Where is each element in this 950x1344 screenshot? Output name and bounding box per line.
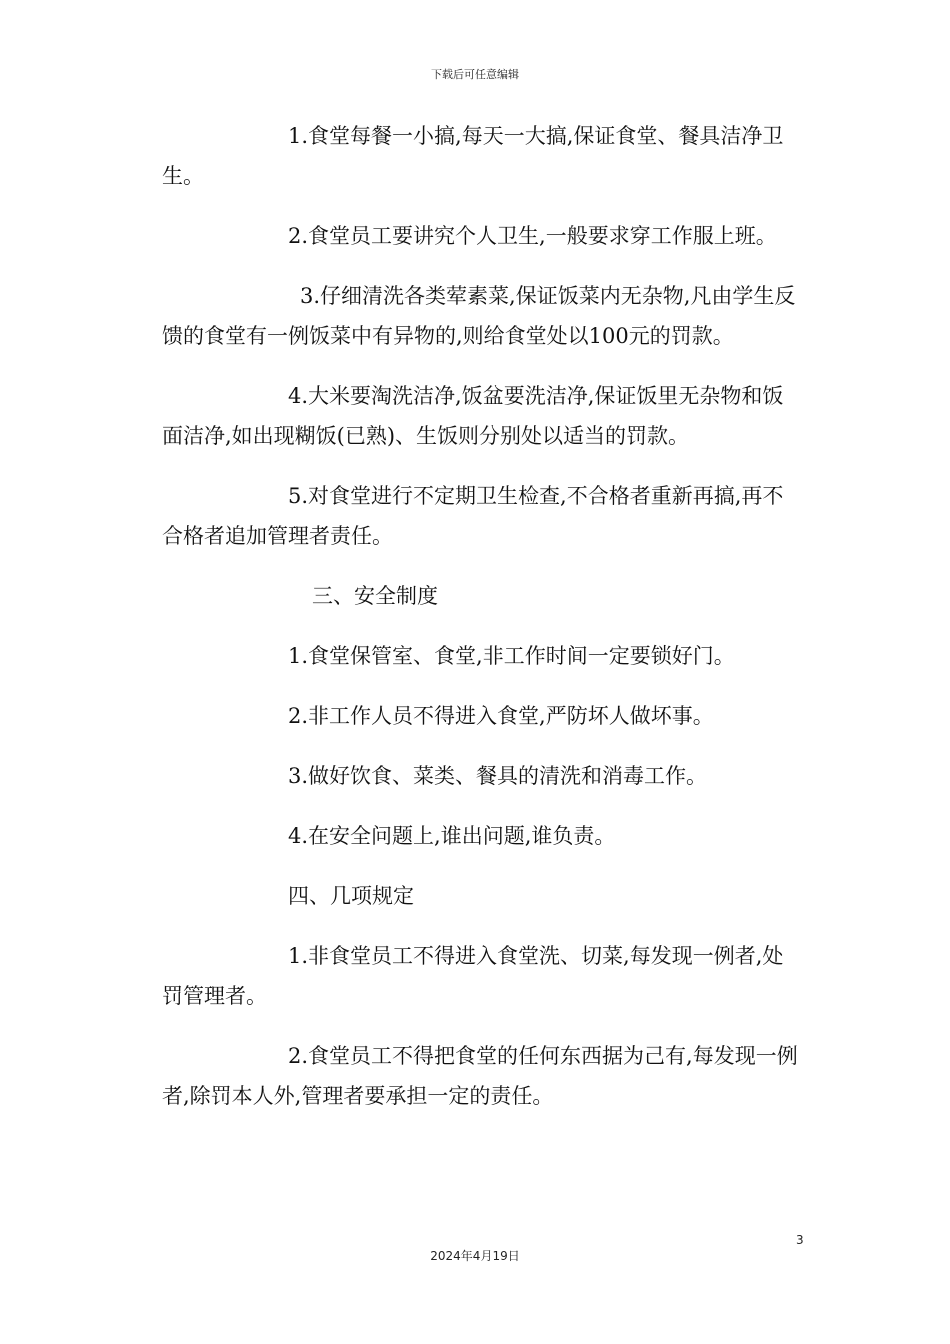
paragraph-hygiene-4: 4.大米要淘洗洁净,饭盆要洗洁净,保证饭里无杂物和饭面洁净,如出现糊饭(已熟)、生饭则分别处以适当的罚款。 bbox=[162, 384, 784, 448]
paragraph-rules-1: 1.非食堂员工不得进入食堂洗、切菜,每发现一例者,处罚管理者。 bbox=[162, 944, 784, 1008]
page-header: 下载后可任意编辑 bbox=[431, 68, 519, 81]
paragraph-hygiene-1: 1.食堂每餐一小搞,每天一大搞,保证食堂、餐具洁净卫生。 bbox=[162, 124, 784, 188]
paragraph-safety-3: 3.做好饮食、菜类、餐具的清洗和消毒工作。 bbox=[288, 764, 708, 788]
paragraph-rules-2: 2.食堂员工不得把食堂的任何东西据为己有,每发现一例者,除罚本人外,管理者要承担一定的责任。 bbox=[162, 1044, 798, 1108]
paragraph-safety-1: 1.食堂保管室、食堂,非工作时间一定要锁好门。 bbox=[288, 644, 735, 668]
page-number: 3 bbox=[796, 1233, 804, 1247]
document-body bbox=[162, 116, 802, 1136]
paragraph-safety-2: 2.非工作人员不得进入食堂,严防坏人做坏事。 bbox=[288, 704, 714, 728]
paragraph-hygiene-2: 2.食堂员工要讲究个人卫生,一般要求穿工作服上班。 bbox=[288, 224, 777, 248]
section-heading-rules: 四、几项规定 bbox=[288, 884, 414, 908]
paragraph-hygiene-3: 3.仔细清洗各类荤素菜,保证饭菜内无杂物,凡由学生反馈的食堂有一例饭菜中有异物的,则给食堂处以100元的罚款。 bbox=[162, 284, 796, 348]
paragraph-safety-4: 4.在安全问题上,谁出问题,谁负责。 bbox=[288, 824, 616, 848]
paragraph-hygiene-5: 5.对食堂进行不定期卫生检查,不合格者重新再搞,再不合格者追加管理者责任。 bbox=[162, 484, 784, 548]
section-heading-safety: 三、安全制度 bbox=[312, 584, 438, 608]
page-footer-date: 2024年4月19日 bbox=[430, 1249, 520, 1263]
